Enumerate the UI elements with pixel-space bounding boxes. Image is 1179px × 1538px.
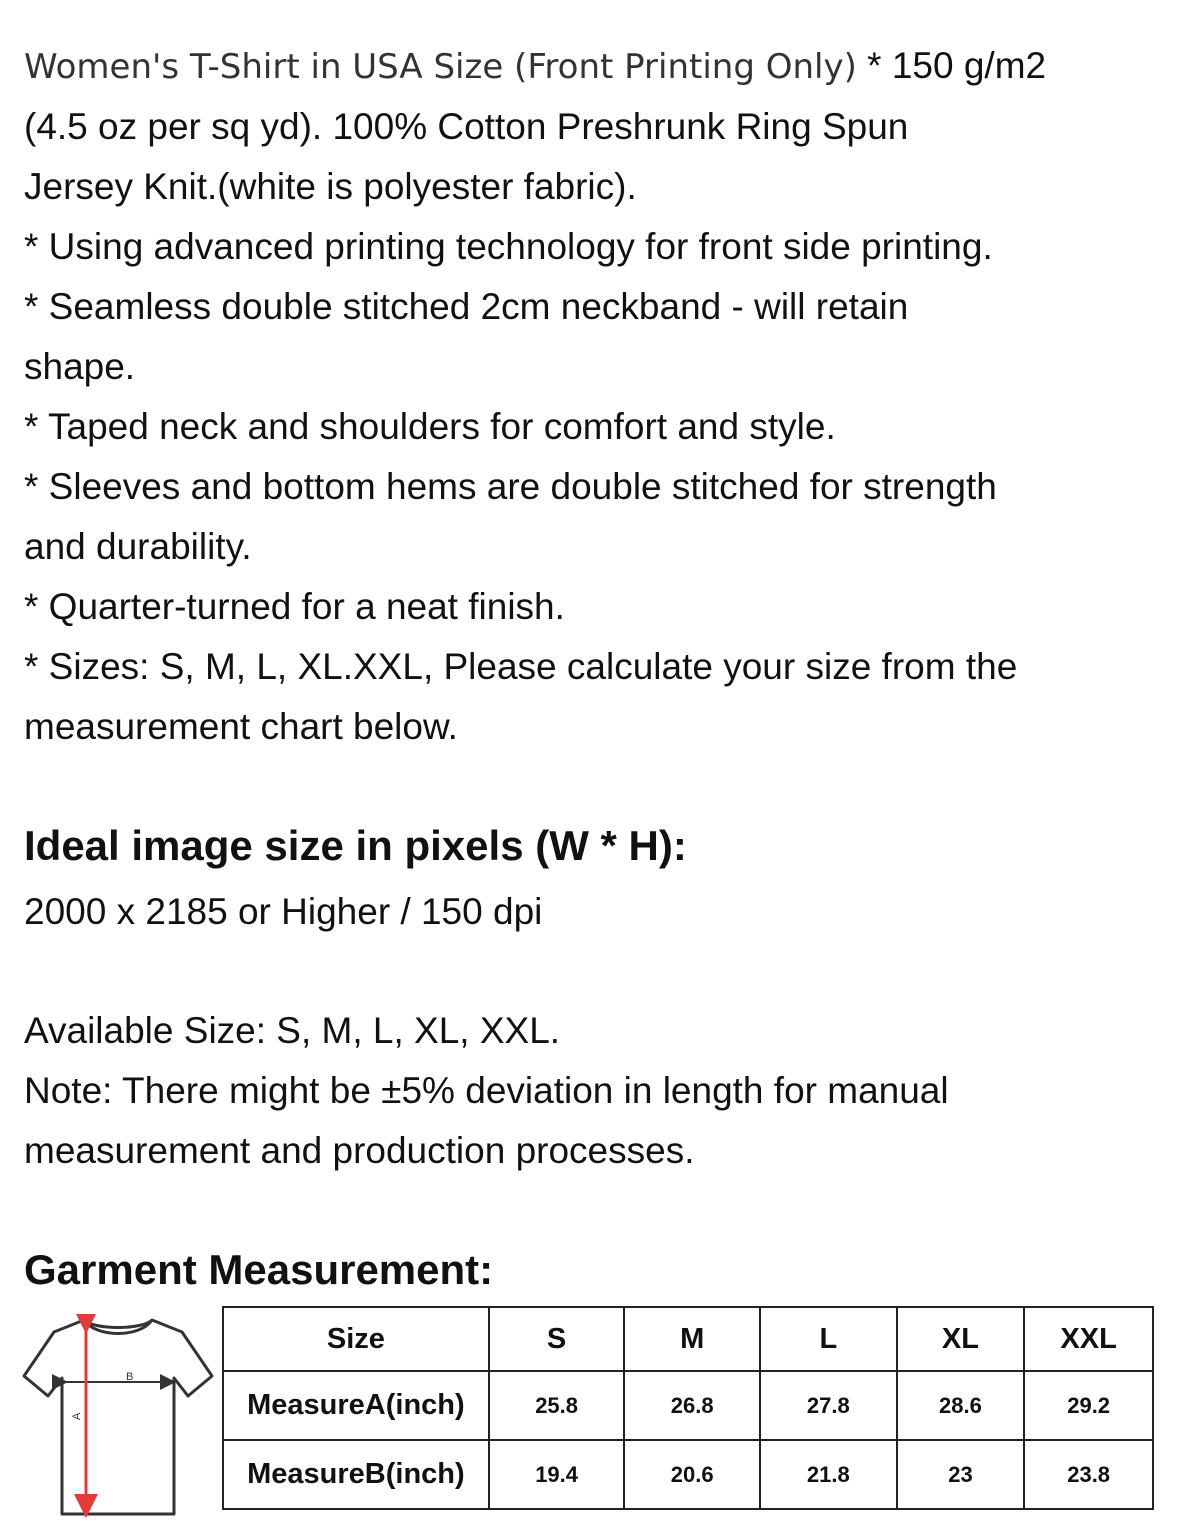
measure-a-label: A — [71, 1412, 83, 1420]
size-header-l: L — [760, 1307, 897, 1371]
feature-bullet: * Sizes: S, M, L, XL.XXL, Please calculate your size from the — [24, 646, 1018, 687]
description-line-2: (4.5 oz per sq yd). 100% Cotton Preshrunk Ring Spun — [24, 106, 909, 147]
size-header-xxl: XXL — [1024, 1307, 1153, 1371]
feature-bullet: * Taped neck and shoulders for comfort and style. — [24, 406, 836, 447]
size-measurement-table — [222, 1306, 1154, 1510]
feature-bullet-continued: measurement chart below. — [24, 706, 458, 747]
garment-measurement-heading: Garment Measurement: — [24, 1246, 494, 1293]
size-header-xl: XL — [897, 1307, 1025, 1371]
deviation-note-line-1: Note: There might be ±5% deviation in length for manual — [24, 1070, 949, 1111]
product-description — [24, 36, 1164, 757]
table-cell: 19.4 — [489, 1440, 625, 1509]
tshirt-measurement-diagram — [22, 1314, 214, 1520]
feature-bullet: * Using advanced printing technology for front side printing. — [24, 226, 993, 267]
size-header-m: M — [624, 1307, 760, 1371]
table-cell: 23.8 — [1024, 1440, 1153, 1509]
fabric-weight: * 150 g/m2 — [856, 45, 1047, 86]
table-cell: 25.8 — [489, 1371, 625, 1440]
product-intro: Women's T-Shirt in USA Size (Front Printing Only) — [24, 47, 857, 87]
table-cell: 29.2 — [1024, 1371, 1153, 1440]
deviation-note-line-2: measurement and production processes. — [24, 1130, 695, 1171]
table-cell: 21.8 — [760, 1440, 897, 1509]
measure-b-label: B — [126, 1371, 134, 1383]
measure-b-row-label: MeasureB(inch) — [223, 1440, 489, 1509]
feature-bullet-continued: shape. — [24, 346, 136, 387]
ideal-image-size-value: 2000 x 2185 or Higher / 150 dpi — [24, 891, 543, 932]
feature-bullet: * Sleeves and bottom hems are double stitched for strength — [24, 466, 997, 507]
product-description-page — [24, 36, 1164, 1293]
description-line-3: Jersey Knit.(white is polyester fabric). — [24, 166, 637, 207]
measure-a-row-label: MeasureA(inch) — [223, 1371, 489, 1440]
size-column-header: Size — [223, 1307, 489, 1371]
size-header-s: S — [489, 1307, 625, 1371]
feature-bullet: * Quarter-turned for a neat finish. — [24, 586, 565, 627]
table-row — [223, 1440, 1153, 1509]
available-sizes: Available Size: S, M, L, XL, XXL. — [24, 1010, 561, 1051]
table-cell: 27.8 — [760, 1371, 897, 1440]
ideal-image-size-heading: Ideal image size in pixels (W * H): — [24, 822, 687, 869]
tshirt-outline — [24, 1320, 212, 1514]
availability-section — [24, 1001, 1164, 1181]
table-cell: 28.6 — [897, 1371, 1025, 1440]
table-cell: 20.6 — [624, 1440, 760, 1509]
table-cell: 26.8 — [624, 1371, 760, 1440]
feature-bullet: * Seamless double stitched 2cm neckband - will retain — [24, 286, 909, 327]
table-row — [223, 1371, 1153, 1440]
feature-bullet-continued: and durability. — [24, 526, 252, 567]
table-header-row — [223, 1307, 1153, 1371]
table-cell: 23 — [897, 1440, 1025, 1509]
description-line-1 — [24, 36, 1164, 97]
